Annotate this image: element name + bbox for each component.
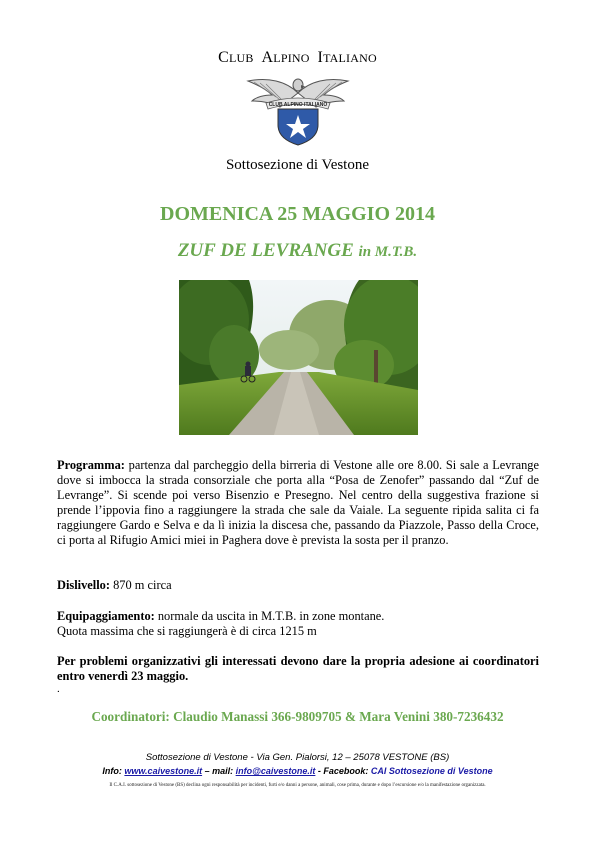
footer-address: Sottosezione di Vestone - Via Gen. Pialorsi, 12 – 25078 VESTONE (BS) bbox=[145, 752, 450, 763]
event-title-suffix: in M.T.B. bbox=[358, 244, 418, 260]
club-title-word: TALIANO bbox=[323, 51, 377, 65]
club-title-word: LUB bbox=[229, 51, 254, 65]
stray-dot: . bbox=[57, 683, 60, 695]
event-title bbox=[0, 240, 595, 262]
elevation-gain bbox=[57, 578, 539, 593]
event-date: DOMENICA 25 MAGGIO 2014 bbox=[160, 203, 435, 225]
equipment-section bbox=[57, 609, 539, 639]
elevation-gain-value: 870 m circa bbox=[110, 578, 172, 592]
forest-trail-photo-icon bbox=[179, 280, 418, 435]
club-title-word: LPINO bbox=[273, 51, 310, 65]
info-label: Info: bbox=[102, 766, 125, 776]
club-title bbox=[0, 49, 595, 67]
program-paragraph bbox=[57, 458, 539, 548]
equipment-label: Equipaggiamento: bbox=[57, 609, 155, 623]
club-title-letter: I bbox=[317, 49, 324, 66]
subsection-name: Sottosezione di Vestone bbox=[225, 157, 370, 173]
facebook-link[interactable]: CAI Sottosezione di Vestone bbox=[370, 766, 493, 776]
coordinators-line: Coordinatori: Claudio Manassi 366-9809705 & Mara Venini 380-7236432 bbox=[91, 709, 504, 724]
club-title-letter: C bbox=[218, 49, 230, 66]
elevation-gain-label: Dislivello: bbox=[57, 578, 110, 592]
email-link[interactable]: info@caivestone.it bbox=[235, 766, 316, 776]
event-title-main: ZUF DE LEVRANGE bbox=[177, 240, 354, 261]
club-title-letter: A bbox=[261, 49, 274, 66]
footer-contacts bbox=[0, 766, 595, 776]
logo-banner-text: CLUB ALPINO ITALIANO bbox=[268, 102, 328, 108]
liability-disclaimer: Il C.A.I. sottosezione di Vestone (BS) declina ogni responsabilità per incidenti, furti e/o danni a persone, animali, cose prima, durante e dopo l’escursione e/o la manifestazione organizzata. bbox=[109, 783, 486, 788]
max-altitude: Quota massima che si raggiungerà è di circa 1215 m bbox=[57, 624, 317, 638]
registration-notice: Per problemi organizzativi gli interessati devono dare la propria adesione ai coordinatori entro venerdì 23 maggio. bbox=[57, 654, 539, 683]
facebook-label: - Facebook: bbox=[315, 766, 371, 776]
website-link[interactable]: www.caivestone.it bbox=[124, 766, 203, 776]
equipment-value: normale da uscita in M.T.B. in zone montane. bbox=[154, 609, 385, 623]
mail-label: – mail: bbox=[202, 766, 236, 776]
program-label: Programma: bbox=[57, 458, 125, 472]
program-text: partenza dal parcheggio della birreria di Vestone alle ore 8.00. Si sale a Levrange dove si imbocca la strada consorziale che porta alla “Posa de Zenofer” passando dal “Zuf de Levrange”. Si scende poi verso Bisenzio e Presegno. Nel centro della suggestiva frazione si prende l’ippovia fino a raggiungere la strada che sale da Vaiale. La seguente ripida salita ci fa raggiungere Gardo e Selva e da lì inizia la discesa che, passando da Piazzole, Passo della Croce, ci porta al Rifugio Amici miei in Paghera dove è prevista la sosta per il pranzo. bbox=[57, 458, 539, 547]
cai-eagle-logo-icon bbox=[246, 73, 350, 147]
